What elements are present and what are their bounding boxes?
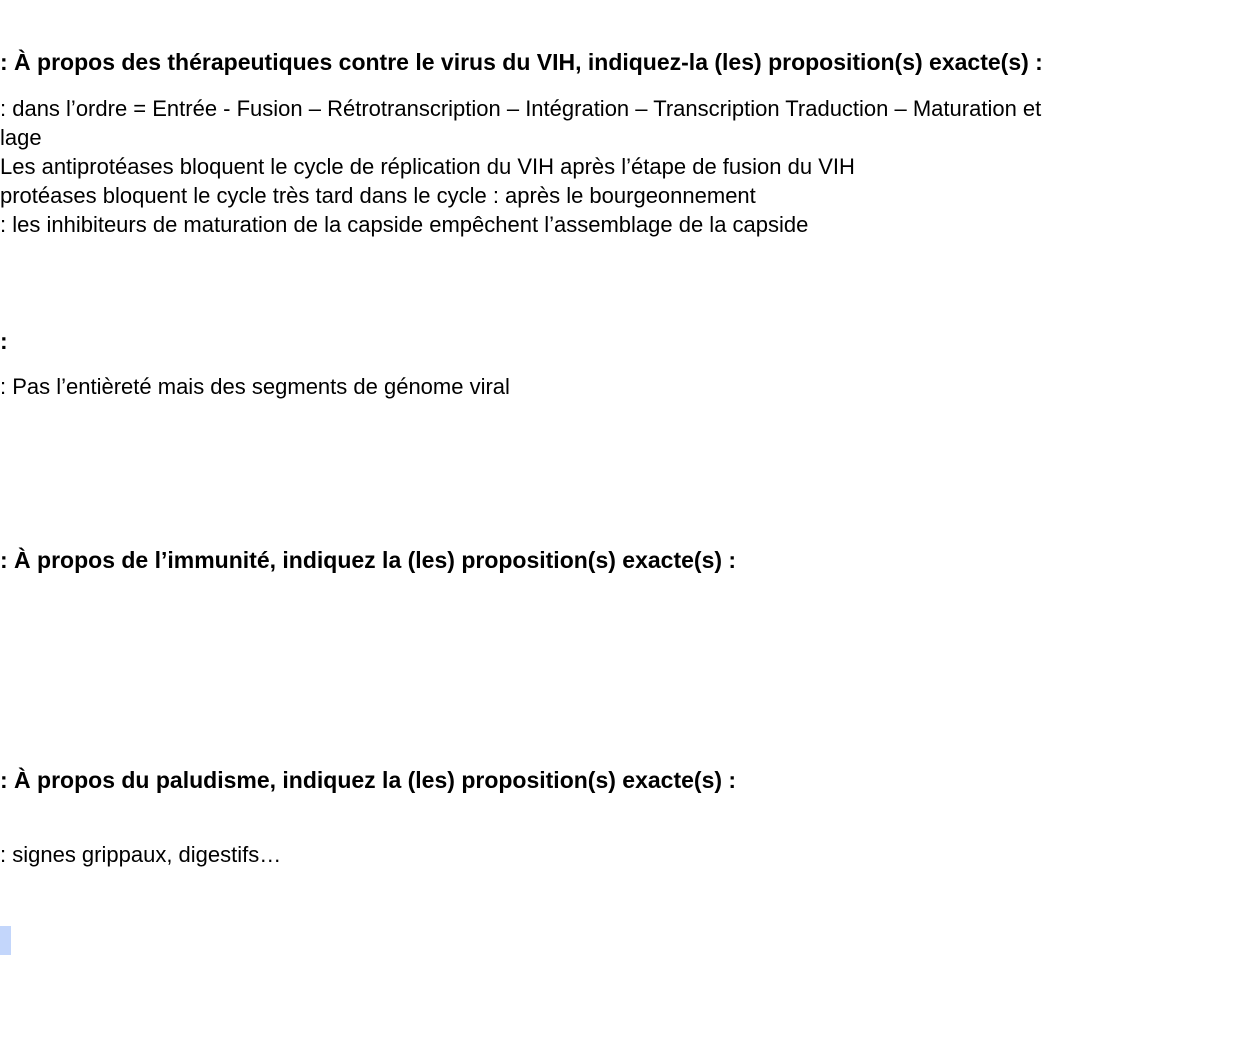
q4-answer: : signes grippaux, digestifs… bbox=[0, 842, 282, 867]
q1-answer-a: : dans l’ordre = Entrée - Fusion – Rétrotranscription – Intégration – Transcription Traduction – Maturation et bbox=[0, 96, 1042, 121]
q1-title: : À propos des thérapeutiques contre le virus du VIH, indiquez-la (les) proposition(s) exacte(s) : bbox=[0, 49, 1043, 75]
q3-title: : À propos de l’immunité, indiquez la (les) proposition(s) exacte(s) : bbox=[0, 547, 737, 573]
q1-answer-a-continued: lage bbox=[0, 125, 42, 150]
q1-answer-d: : les inhibiteurs de maturation de la capside empêchent l’assemblage de la capside bbox=[0, 212, 809, 237]
q4-title: : À propos du paludisme, indiquez la (les) proposition(s) exacte(s) : bbox=[0, 767, 737, 793]
q1-answer-b: Les antiprotéases bloquent le cycle de réplication du VIH après l’étape de fusion du VIH bbox=[0, 154, 855, 179]
q1-answer-c: protéases bloquent le cycle très tard dans le cycle : après le bourgeonnement bbox=[0, 183, 756, 208]
q2-title: : bbox=[0, 328, 8, 354]
text-selection-highlight[interactable] bbox=[0, 926, 11, 955]
q2-answer: : Pas l’entièreté mais des segments de génome viral bbox=[0, 374, 510, 399]
